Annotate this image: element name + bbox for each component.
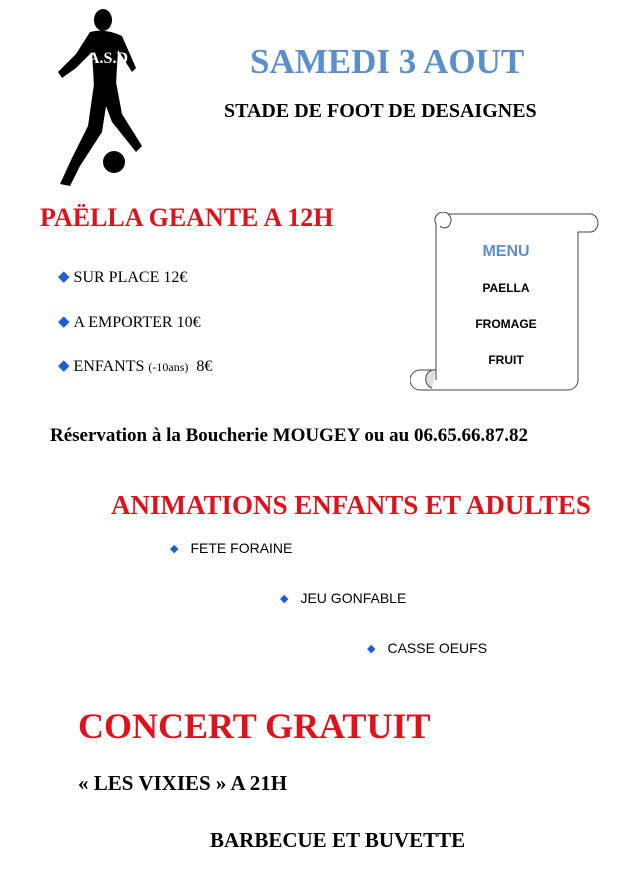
animation-label: CASSE OEUFS bbox=[387, 640, 488, 656]
menu-scroll bbox=[410, 212, 602, 394]
diamond-bullet-icon: ◆ bbox=[280, 593, 289, 605]
price-label: ENFANTS bbox=[73, 358, 145, 375]
price-amount: 8€ bbox=[196, 358, 213, 375]
diamond-bullet-icon: ◆ bbox=[58, 269, 70, 285]
logo-text: A.S.D bbox=[87, 50, 129, 67]
diamond-bullet-icon: ◆ bbox=[58, 358, 70, 374]
paella-heading: PAËLLA GEANTE A 12H bbox=[40, 203, 334, 232]
asd-logo bbox=[50, 6, 150, 190]
extras-text: BARBECUE ET BUVETTE bbox=[210, 828, 466, 852]
concert-heading: CONCERT GRATUIT bbox=[78, 706, 431, 746]
price-label: SUR PLACE 12€ bbox=[73, 269, 188, 286]
menu-item: PAELLA bbox=[482, 281, 530, 295]
football-player-silhouette-icon bbox=[50, 6, 150, 190]
concert-band: « LES VIXIES » A 21H bbox=[78, 771, 288, 795]
price-label: A EMPORTER 10€ bbox=[73, 314, 201, 331]
menu-item: FROMAGE bbox=[475, 317, 537, 331]
diamond-bullet-icon: ◆ bbox=[58, 314, 70, 330]
price-item bbox=[58, 268, 187, 287]
event-date: SAMEDI 3 AOUT bbox=[250, 42, 525, 81]
animation-label: JEU GONFABLE bbox=[300, 590, 407, 606]
animation-item bbox=[170, 540, 292, 556]
menu-item: FRUIT bbox=[488, 353, 524, 367]
price-item bbox=[58, 313, 201, 332]
diamond-bullet-icon: ◆ bbox=[367, 643, 376, 655]
animations-heading: ANIMATIONS ENFANTS ET ADULTES bbox=[111, 490, 591, 520]
animation-label: FETE FORAINE bbox=[190, 540, 293, 556]
price-item bbox=[58, 357, 212, 376]
animation-item bbox=[367, 640, 487, 656]
menu-title: MENU bbox=[482, 243, 530, 260]
reservation-info: Réservation à la Boucherie MOUGEY ou au 06.65.66.87.82 bbox=[50, 425, 528, 446]
price-note: (-10ans) bbox=[148, 360, 189, 374]
diamond-bullet-icon: ◆ bbox=[170, 543, 179, 555]
animation-item bbox=[280, 590, 406, 606]
event-venue: STADE DE FOOT DE DESAIGNES bbox=[224, 100, 537, 122]
